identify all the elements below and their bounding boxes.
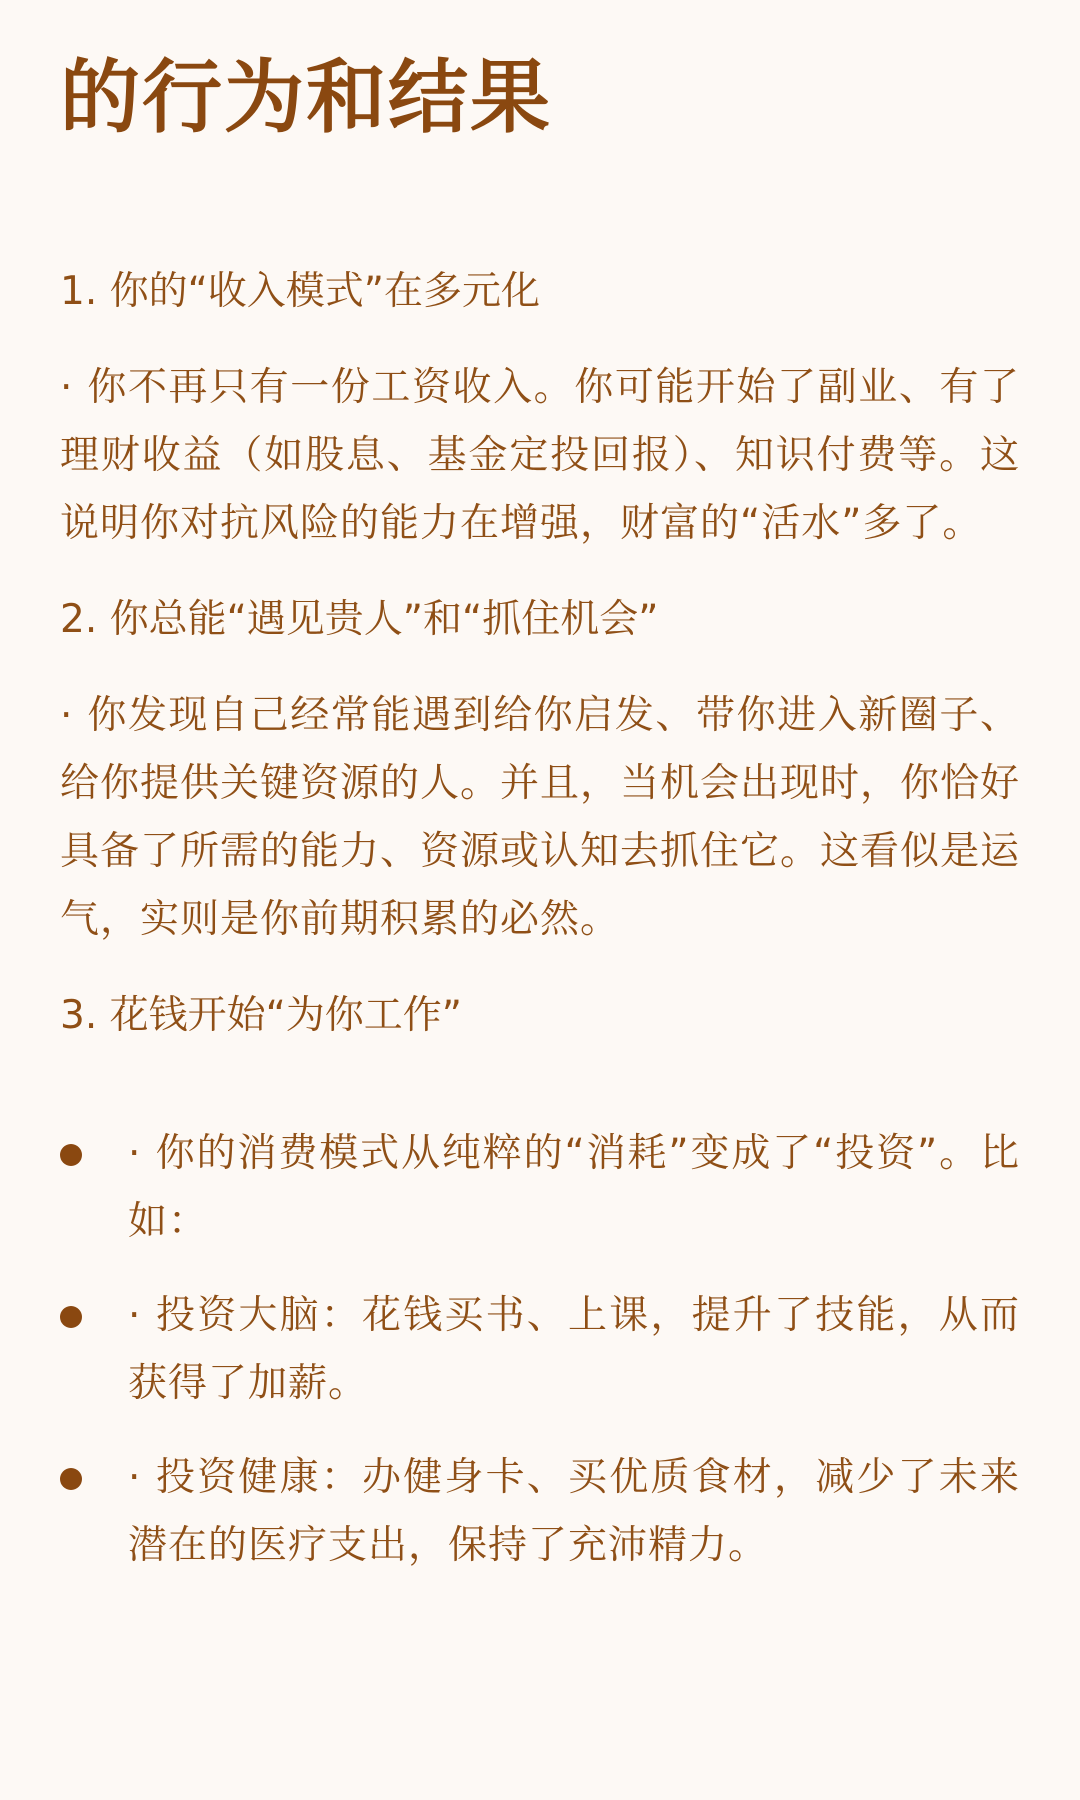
section-3-heading: 3. 花钱开始“为你工作” <box>60 993 463 1038</box>
bullet-dot-icon <box>60 1468 82 1490</box>
page-title: 的行为和结果 <box>60 51 552 144</box>
bullet-list <box>60 1120 1020 1580</box>
section-1-heading: 1. 你的“收入模式”在多元化 <box>60 269 541 314</box>
bullet-item <box>60 1444 1020 1580</box>
bullet-dot-icon <box>60 1144 82 1166</box>
bullet-text: · 投资大脑：花钱买书、上课，提升了技能，从而获得了加薪。 <box>128 1293 1020 1406</box>
section-2-heading: 2. 你总能“遇见贵人”和“抓住机会” <box>60 597 659 642</box>
bullet-text: · 投资健康：办健身卡、买优质食材，减少了未来潜在的医疗支出，保持了充沛精力。 <box>128 1455 1020 1568</box>
section-2-body: · 你发现自己经常能遇到给你启发、带你进入新圈子、给你提供关键资源的人。并且，当机会出现时，你恰好具备了所需的能力、资源或认知去抓住它。这看似是运气，实则是你前期积累的必然。 <box>60 693 1021 942</box>
bullet-dot-icon <box>60 1306 82 1328</box>
section-1-body: · 你不再只有一份工资收入。你可能开始了副业、有了理财收益（如股息、基金定投回报）、知识付费等。这说明你对抗风险的能力在增强，财富的“活水”多了。 <box>60 365 1020 546</box>
bullet-text: · 你的消费模式从纯粹的“消耗”变成了“投资”。比如： <box>128 1131 1020 1244</box>
bullet-item <box>60 1120 1020 1256</box>
bullet-item <box>60 1282 1020 1418</box>
